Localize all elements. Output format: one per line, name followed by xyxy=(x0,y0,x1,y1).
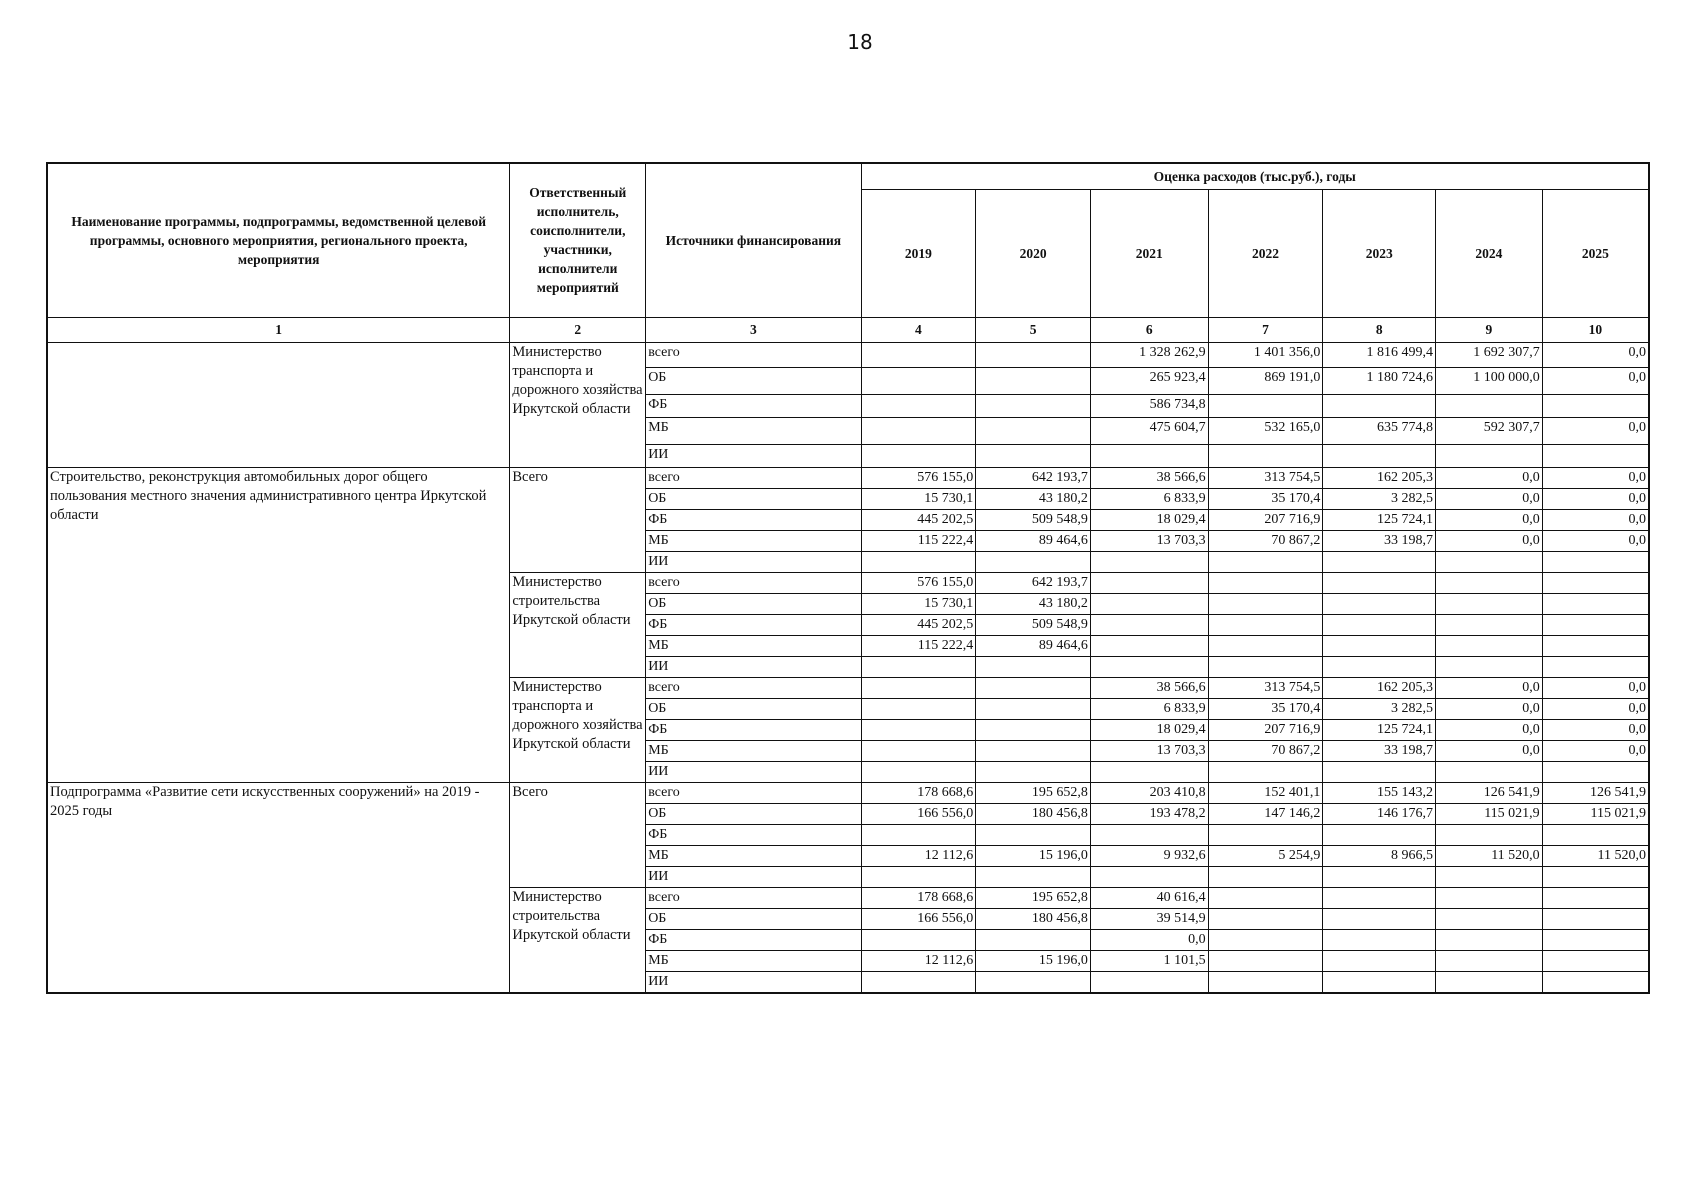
amount-cell xyxy=(861,971,976,993)
amount-cell xyxy=(1542,761,1649,782)
amount-cell xyxy=(1436,614,1543,635)
header-year: 2021 xyxy=(1090,189,1208,317)
amount-cell xyxy=(1323,866,1436,887)
responsible-cell: Министерство строительства Иркутской области xyxy=(510,887,646,993)
amount-cell xyxy=(861,551,976,572)
amount-cell xyxy=(861,394,976,417)
amount-cell xyxy=(1323,572,1436,593)
amount-cell: 18 029,4 xyxy=(1090,719,1208,740)
funding-source-cell: ИИ xyxy=(646,761,861,782)
amount-cell xyxy=(1090,866,1208,887)
amount-cell: 178 668,6 xyxy=(861,782,976,803)
amount-cell: 13 703,3 xyxy=(1090,740,1208,761)
amount-cell: 40 616,4 xyxy=(1090,887,1208,908)
amount-cell xyxy=(1090,551,1208,572)
amount-cell: 178 668,6 xyxy=(861,887,976,908)
amount-cell: 195 652,8 xyxy=(976,782,1091,803)
funding-source-cell: ОБ xyxy=(646,367,861,394)
amount-cell xyxy=(976,551,1091,572)
amount-cell: 115 021,9 xyxy=(1436,803,1543,824)
amount-cell: 15 730,1 xyxy=(861,593,976,614)
responsible-cell: Министерство строительства Иркутской области xyxy=(510,572,646,677)
amount-cell xyxy=(1542,551,1649,572)
amount-cell xyxy=(1208,444,1323,467)
amount-cell xyxy=(1542,614,1649,635)
funding-source-cell: МБ xyxy=(646,417,861,444)
header-year: 2022 xyxy=(1208,189,1323,317)
amount-cell xyxy=(976,656,1091,677)
amount-cell: 6 833,9 xyxy=(1090,698,1208,719)
amount-cell xyxy=(1436,444,1543,467)
amount-cell xyxy=(861,367,976,394)
amount-cell: 509 548,9 xyxy=(976,614,1091,635)
amount-cell: 33 198,7 xyxy=(1323,740,1436,761)
amount-cell: 166 556,0 xyxy=(861,908,976,929)
amount-cell: 13 703,3 xyxy=(1090,530,1208,551)
amount-cell xyxy=(976,367,1091,394)
amount-cell: 0,0 xyxy=(1542,509,1649,530)
amount-cell xyxy=(1542,824,1649,845)
amount-cell: 1 816 499,4 xyxy=(1323,342,1436,367)
amount-cell: 125 724,1 xyxy=(1323,509,1436,530)
amount-cell xyxy=(1323,614,1436,635)
table-row xyxy=(47,342,1649,367)
amount-cell: 35 170,4 xyxy=(1208,488,1323,509)
responsible-cell: Министерство транспорта и дорожного хозяйства Иркутской области xyxy=(510,342,646,467)
amount-cell xyxy=(1542,866,1649,887)
amount-cell xyxy=(1436,761,1543,782)
funding-source-cell: ИИ xyxy=(646,551,861,572)
amount-cell: 1 101,5 xyxy=(1090,950,1208,971)
amount-cell: 592 307,7 xyxy=(1436,417,1543,444)
amount-cell xyxy=(1542,635,1649,656)
funding-source-cell: ФБ xyxy=(646,394,861,417)
funding-source-cell: ФБ xyxy=(646,614,861,635)
amount-cell: 642 193,7 xyxy=(976,572,1091,593)
amount-cell xyxy=(1323,635,1436,656)
funding-source-cell: МБ xyxy=(646,845,861,866)
amount-cell: 0,0 xyxy=(1436,467,1543,488)
amount-cell xyxy=(1436,656,1543,677)
amount-cell xyxy=(976,394,1091,417)
amount-cell: 532 165,0 xyxy=(1208,417,1323,444)
amount-cell xyxy=(1542,971,1649,993)
responsible-cell: Министерство транспорта и дорожного хозяйства Иркутской области xyxy=(510,677,646,782)
funding-source-cell: всего xyxy=(646,342,861,367)
budget-table xyxy=(46,162,1650,994)
amount-cell xyxy=(861,342,976,367)
funding-source-cell: ФБ xyxy=(646,929,861,950)
amount-cell xyxy=(1323,551,1436,572)
amount-cell: 0,0 xyxy=(1436,677,1543,698)
amount-cell xyxy=(1090,444,1208,467)
header-year: 2024 xyxy=(1436,189,1543,317)
amount-cell xyxy=(1090,572,1208,593)
header-cost-estimate: Оценка расходов (тыс.руб.), годы xyxy=(861,163,1649,189)
amount-cell: 0,0 xyxy=(1542,467,1649,488)
funding-source-cell: МБ xyxy=(646,740,861,761)
amount-cell: 445 202,5 xyxy=(861,614,976,635)
column-number: 7 xyxy=(1208,317,1323,342)
amount-cell xyxy=(1208,908,1323,929)
funding-source-cell: всего xyxy=(646,572,861,593)
amount-cell xyxy=(1542,908,1649,929)
amount-cell xyxy=(1436,635,1543,656)
amount-cell: 207 716,9 xyxy=(1208,509,1323,530)
column-number: 2 xyxy=(510,317,646,342)
amount-cell: 0,0 xyxy=(1542,719,1649,740)
amount-cell xyxy=(1436,950,1543,971)
responsible-cell: Всего xyxy=(510,467,646,572)
amount-cell xyxy=(1208,950,1323,971)
amount-cell: 38 566,6 xyxy=(1090,467,1208,488)
amount-cell: 195 652,8 xyxy=(976,887,1091,908)
header-program-name: Наименование программы, подпрограммы, ведомственной целевой программы, основного мероприятия, регионального проекта, мероприятия xyxy=(47,163,510,317)
table-row xyxy=(47,467,1649,488)
amount-cell: 180 456,8 xyxy=(976,908,1091,929)
amount-cell: 576 155,0 xyxy=(861,467,976,488)
amount-cell: 1 328 262,9 xyxy=(1090,342,1208,367)
amount-cell xyxy=(1436,394,1543,417)
amount-cell: 586 734,8 xyxy=(1090,394,1208,417)
amount-cell xyxy=(861,824,976,845)
amount-cell xyxy=(1208,929,1323,950)
funding-source-cell: ОБ xyxy=(646,803,861,824)
column-number: 10 xyxy=(1542,317,1649,342)
amount-cell: 635 774,8 xyxy=(1323,417,1436,444)
amount-cell xyxy=(976,698,1091,719)
table-row xyxy=(47,782,1649,803)
amount-cell xyxy=(976,866,1091,887)
amount-cell: 115 222,4 xyxy=(861,530,976,551)
amount-cell: 576 155,0 xyxy=(861,572,976,593)
amount-cell: 6 833,9 xyxy=(1090,488,1208,509)
amount-cell: 146 176,7 xyxy=(1323,803,1436,824)
amount-cell: 166 556,0 xyxy=(861,803,976,824)
amount-cell: 509 548,9 xyxy=(976,509,1091,530)
amount-cell xyxy=(1090,656,1208,677)
amount-cell: 11 520,0 xyxy=(1542,845,1649,866)
amount-cell: 43 180,2 xyxy=(976,593,1091,614)
funding-source-cell: МБ xyxy=(646,635,861,656)
amount-cell: 0,0 xyxy=(1436,719,1543,740)
amount-cell xyxy=(861,740,976,761)
amount-cell xyxy=(976,677,1091,698)
amount-cell xyxy=(1208,572,1323,593)
amount-cell xyxy=(861,719,976,740)
amount-cell xyxy=(976,929,1091,950)
header-year: 2025 xyxy=(1542,189,1649,317)
header-year: 2023 xyxy=(1323,189,1436,317)
amount-cell xyxy=(976,824,1091,845)
amount-cell xyxy=(861,417,976,444)
column-number: 1 xyxy=(47,317,510,342)
amount-cell xyxy=(861,444,976,467)
amount-cell xyxy=(1542,950,1649,971)
amount-cell: 207 716,9 xyxy=(1208,719,1323,740)
column-number: 9 xyxy=(1436,317,1543,342)
amount-cell xyxy=(1436,866,1543,887)
amount-cell xyxy=(1208,614,1323,635)
amount-cell xyxy=(1323,929,1436,950)
funding-source-cell: всего xyxy=(646,887,861,908)
amount-cell: 0,0 xyxy=(1542,740,1649,761)
amount-cell xyxy=(861,698,976,719)
amount-cell: 0,0 xyxy=(1542,488,1649,509)
amount-cell: 1 180 724,6 xyxy=(1323,367,1436,394)
funding-source-cell: ИИ xyxy=(646,866,861,887)
amount-cell: 115 222,4 xyxy=(861,635,976,656)
amount-cell: 126 541,9 xyxy=(1436,782,1543,803)
amount-cell: 193 478,2 xyxy=(1090,803,1208,824)
amount-cell: 445 202,5 xyxy=(861,509,976,530)
column-number: 8 xyxy=(1323,317,1436,342)
header-responsible: Ответственный исполнитель, соисполнители, участники, исполнители мероприятий xyxy=(510,163,646,317)
amount-cell xyxy=(1542,572,1649,593)
amount-cell: 0,0 xyxy=(1436,740,1543,761)
amount-cell xyxy=(861,866,976,887)
amount-cell xyxy=(1436,908,1543,929)
amount-cell: 15 196,0 xyxy=(976,845,1091,866)
amount-cell xyxy=(1090,971,1208,993)
amount-cell: 162 205,3 xyxy=(1323,467,1436,488)
amount-cell xyxy=(1436,824,1543,845)
column-number: 6 xyxy=(1090,317,1208,342)
amount-cell: 869 191,0 xyxy=(1208,367,1323,394)
amount-cell: 38 566,6 xyxy=(1090,677,1208,698)
amount-cell xyxy=(1542,444,1649,467)
amount-cell xyxy=(1436,971,1543,993)
amount-cell: 3 282,5 xyxy=(1323,488,1436,509)
funding-source-cell: ФБ xyxy=(646,824,861,845)
column-number: 4 xyxy=(861,317,976,342)
amount-cell xyxy=(976,719,1091,740)
funding-source-cell: ОБ xyxy=(646,488,861,509)
amount-cell: 89 464,6 xyxy=(976,635,1091,656)
amount-cell: 162 205,3 xyxy=(1323,677,1436,698)
amount-cell: 12 112,6 xyxy=(861,845,976,866)
amount-cell: 126 541,9 xyxy=(1542,782,1649,803)
amount-cell xyxy=(861,656,976,677)
budget-table-body xyxy=(47,342,1649,993)
amount-cell: 0,0 xyxy=(1542,698,1649,719)
amount-cell: 642 193,7 xyxy=(976,467,1091,488)
program-name-cell: Подпрограмма «Развитие сети искусственных сооружений» на 2019 - 2025 годы xyxy=(47,782,510,993)
header-funding-sources: Источники финансирования xyxy=(646,163,861,317)
amount-cell: 0,0 xyxy=(1436,509,1543,530)
header-year: 2020 xyxy=(976,189,1091,317)
program-name-cell xyxy=(47,342,510,467)
amount-cell xyxy=(1323,761,1436,782)
amount-cell: 0,0 xyxy=(1436,698,1543,719)
amount-cell: 15 196,0 xyxy=(976,950,1091,971)
amount-cell: 152 401,1 xyxy=(1208,782,1323,803)
funding-source-cell: всего xyxy=(646,782,861,803)
amount-cell xyxy=(1208,866,1323,887)
amount-cell xyxy=(1208,551,1323,572)
amount-cell xyxy=(1323,394,1436,417)
funding-source-cell: ИИ xyxy=(646,444,861,467)
amount-cell: 313 754,5 xyxy=(1208,677,1323,698)
amount-cell xyxy=(1323,887,1436,908)
amount-cell xyxy=(976,342,1091,367)
amount-cell xyxy=(1323,971,1436,993)
page-number: 18 xyxy=(847,30,873,54)
amount-cell xyxy=(1208,887,1323,908)
amount-cell xyxy=(1208,593,1323,614)
amount-cell xyxy=(1436,593,1543,614)
amount-cell: 1 100 000,0 xyxy=(1436,367,1543,394)
column-number: 3 xyxy=(646,317,861,342)
amount-cell: 125 724,1 xyxy=(1323,719,1436,740)
amount-cell: 11 520,0 xyxy=(1436,845,1543,866)
amount-cell: 18 029,4 xyxy=(1090,509,1208,530)
amount-cell xyxy=(1542,656,1649,677)
amount-cell: 1 401 356,0 xyxy=(1208,342,1323,367)
amount-cell: 203 410,8 xyxy=(1090,782,1208,803)
amount-cell xyxy=(1323,444,1436,467)
funding-source-cell: МБ xyxy=(646,530,861,551)
amount-cell xyxy=(1208,635,1323,656)
amount-cell: 12 112,6 xyxy=(861,950,976,971)
amount-cell: 33 198,7 xyxy=(1323,530,1436,551)
funding-source-cell: ИИ xyxy=(646,656,861,677)
amount-cell xyxy=(1090,614,1208,635)
funding-source-cell: всего xyxy=(646,677,861,698)
amount-cell: 1 692 307,7 xyxy=(1436,342,1543,367)
amount-cell xyxy=(1542,887,1649,908)
amount-cell xyxy=(1436,887,1543,908)
amount-cell: 43 180,2 xyxy=(976,488,1091,509)
amount-cell xyxy=(1323,656,1436,677)
column-number: 5 xyxy=(976,317,1091,342)
amount-cell xyxy=(1090,635,1208,656)
funding-source-cell: ОБ xyxy=(646,908,861,929)
amount-cell: 0,0 xyxy=(1542,417,1649,444)
amount-cell xyxy=(1542,394,1649,417)
amount-cell xyxy=(976,740,1091,761)
funding-source-cell: всего xyxy=(646,467,861,488)
funding-source-cell: ИИ xyxy=(646,971,861,993)
amount-cell: 0,0 xyxy=(1436,530,1543,551)
amount-cell: 70 867,2 xyxy=(1208,740,1323,761)
amount-cell: 70 867,2 xyxy=(1208,530,1323,551)
amount-cell xyxy=(976,444,1091,467)
header-year: 2019 xyxy=(861,189,976,317)
amount-cell: 0,0 xyxy=(1090,929,1208,950)
amount-cell xyxy=(1208,824,1323,845)
program-name-cell: Строительство, реконструкция автомобильных дорог общего пользования местного значения административного центра Иркутской области xyxy=(47,467,510,782)
amount-cell: 0,0 xyxy=(1542,677,1649,698)
amount-cell: 147 146,2 xyxy=(1208,803,1323,824)
amount-cell xyxy=(1436,929,1543,950)
amount-cell xyxy=(976,417,1091,444)
amount-cell: 39 514,9 xyxy=(1090,908,1208,929)
amount-cell xyxy=(1542,929,1649,950)
amount-cell xyxy=(976,971,1091,993)
amount-cell xyxy=(1323,824,1436,845)
funding-source-cell: МБ xyxy=(646,950,861,971)
amount-cell: 9 932,6 xyxy=(1090,845,1208,866)
amount-cell: 265 923,4 xyxy=(1090,367,1208,394)
amount-cell xyxy=(1208,394,1323,417)
amount-cell xyxy=(861,761,976,782)
amount-cell: 15 730,1 xyxy=(861,488,976,509)
amount-cell: 115 021,9 xyxy=(1542,803,1649,824)
amount-cell xyxy=(1436,572,1543,593)
amount-cell: 5 254,9 xyxy=(1208,845,1323,866)
amount-cell xyxy=(1542,593,1649,614)
amount-cell xyxy=(976,761,1091,782)
funding-source-cell: ФБ xyxy=(646,719,861,740)
amount-cell: 0,0 xyxy=(1542,367,1649,394)
amount-cell: 180 456,8 xyxy=(976,803,1091,824)
amount-cell xyxy=(1323,950,1436,971)
amount-cell xyxy=(1323,908,1436,929)
amount-cell: 0,0 xyxy=(1542,342,1649,367)
funding-source-cell: ОБ xyxy=(646,593,861,614)
amount-cell: 0,0 xyxy=(1542,530,1649,551)
amount-cell: 3 282,5 xyxy=(1323,698,1436,719)
amount-cell: 313 754,5 xyxy=(1208,467,1323,488)
funding-source-cell: ОБ xyxy=(646,698,861,719)
amount-cell xyxy=(1208,656,1323,677)
amount-cell xyxy=(1436,551,1543,572)
amount-cell xyxy=(1208,761,1323,782)
amount-cell: 155 143,2 xyxy=(1323,782,1436,803)
amount-cell xyxy=(861,929,976,950)
amount-cell: 475 604,7 xyxy=(1090,417,1208,444)
amount-cell xyxy=(1323,593,1436,614)
amount-cell xyxy=(1090,761,1208,782)
amount-cell xyxy=(861,677,976,698)
amount-cell xyxy=(1208,971,1323,993)
responsible-cell: Всего xyxy=(510,782,646,887)
amount-cell: 35 170,4 xyxy=(1208,698,1323,719)
amount-cell: 8 966,5 xyxy=(1323,845,1436,866)
amount-cell xyxy=(1090,593,1208,614)
amount-cell xyxy=(1090,824,1208,845)
amount-cell: 89 464,6 xyxy=(976,530,1091,551)
funding-source-cell: ФБ xyxy=(646,509,861,530)
amount-cell: 0,0 xyxy=(1436,488,1543,509)
